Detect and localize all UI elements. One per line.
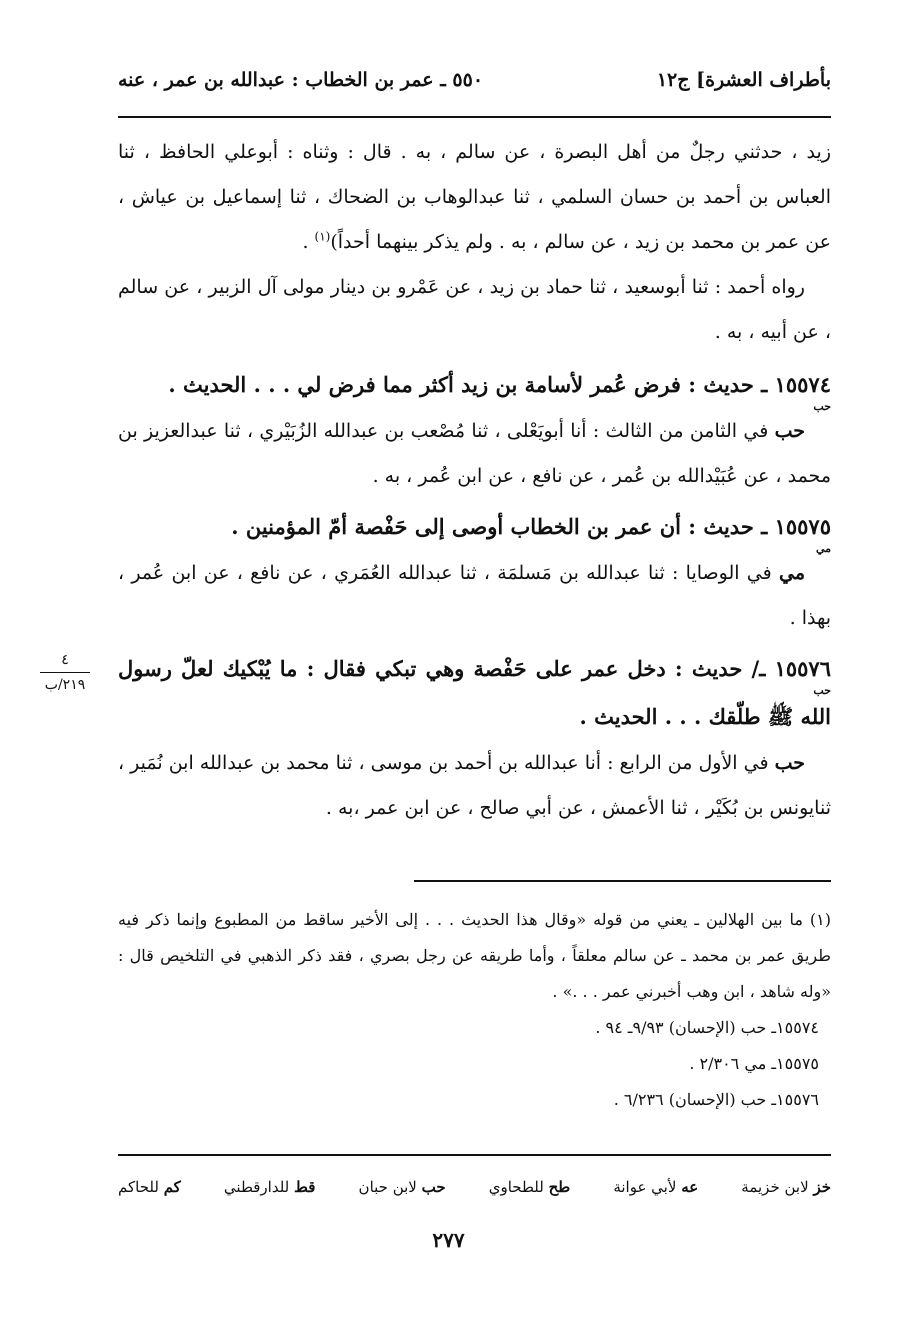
- abbrev-item: خز لابن خزيمة: [741, 1178, 831, 1196]
- ahmad-paragraph: رواه أحمد : ثنا أبوسعيد ، ثنا حماد بن زيد ، عن عَمْرو بن دينار مولى آل الزبير ، عن سالم ، عن أبيه ، به .: [118, 276, 831, 343]
- folio-number: ٤: [61, 652, 69, 668]
- abbrev-item: قط للدارقطني: [223, 1178, 316, 1196]
- hadith-15574: [118, 361, 831, 499]
- footnote-rule: [414, 880, 831, 882]
- hadith-body: حب في الأول من الرابع : أنا عبدالله بن أحمد بن موسى ، ثنا محمد بن عبدالله ابن نُمَير ، ثنايونس بن بُكَيْر ، ثنا الأعمش ، عن أبي صالح ، عن ابن عمر ،به .: [118, 752, 831, 819]
- page-number: ٢٧٧: [432, 1228, 465, 1252]
- hadith-title: ١٥٥٧٥ ـ حديث : أن عمر بن الخطاب أوصى إلى حَفْصة أمّ المؤمنين .: [231, 514, 831, 539]
- abbreviations-rule: [118, 1154, 831, 1156]
- header-rule: [118, 116, 831, 118]
- hadith-15576: [118, 645, 831, 831]
- manuscript-folio-note: [30, 652, 100, 693]
- folio-rule: [40, 672, 90, 673]
- footnotes: [118, 902, 831, 1118]
- header-volume: بأطراف العشرة] ج١٢: [656, 69, 831, 91]
- main-text: [118, 130, 831, 831]
- footnote-1: (١) ما بين الهلالين ـ يعني من قوله «وقال هذا الحديث . . . إلى الأخير ساقط من المطبوع وإنما ذكر فيه طريق عمر بن محمد ـ عن سالم معلقاً ، وأما طريقه عن رجل بصري ، فقد ذكر الذهبي في التلخيص قال : «وله شاهد ، ابن وهب أخبرني عمر . . .» .: [118, 910, 832, 1001]
- hadith-15575: [118, 503, 831, 641]
- folio-page: ٢١٩/ب: [44, 677, 86, 693]
- footnote-ref: (١): [314, 229, 331, 244]
- hadith-title: ١٥٥٧٤ ـ حديث : فرض عُمر لأسامة بن زيد أكثر مما فرض لي . . . الحديث .: [168, 372, 831, 397]
- footnote-ref-15574: ١٥٥٧٤ـ حب (الإحسان) ٩/٩٣ـ ٩٤ .: [595, 1018, 819, 1037]
- abbrev-item: طح للطحاوي: [488, 1178, 571, 1196]
- abbrev-item: كم للحاكم: [118, 1178, 181, 1196]
- footnote-ref-15575: ١٥٥٧٥ـ مي ٢/٣٠٦ .: [689, 1054, 819, 1073]
- abbreviations-key: [118, 1170, 831, 1204]
- header-chapter: ٥٥٠ ـ عمر بن الخطاب : عبدالله بن عمر ، عنه: [118, 69, 484, 91]
- abbrev-item: عه لأبي عوانة: [613, 1178, 699, 1196]
- abbrev-item: حب لابن حبان: [358, 1178, 446, 1196]
- footnote-ref-15576: ١٥٥٧٦ـ حب (الإحسان) ٦/٢٣٦ .: [613, 1090, 819, 1109]
- hadith-body: مي في الوصايا : ثنا عبدالله بن مَسلمَة ، ثنا عبدالله العُمَري ، عن نافع ، عن ابن عُمر ، بهذا .: [118, 562, 831, 629]
- source-mark: حب: [813, 684, 831, 697]
- hadith-title: ١٥٥٧٦ ـ/ حديث : دخل عمر على حَفْصة وهي تبكي فقال : ما يُبْكيك لعلّ رسول الله ﷺ طلّقك . . . الحديث .: [118, 656, 831, 729]
- hadith-body: حب في الثامن من الثالث : أنا أبويَعْلى ، ثنا مُصْعب بن عبدالله الزُبَيْري ، ثنا عبدالعزيز بن محمد ، عن عُبَيْدالله بن عُمر ، عن نافع ، عن ابن عُمر ، به .: [118, 420, 831, 487]
- continuation-paragraph: زيد ، حدثني رجلٌ من أهل البصرة ، عن سالم ، به . قال : وثناه : أبوعلي الحافظ ، ثنا العباس بن أحمد بن حسان السلمي ، ثنا عبدالوهاب بن الضحاك ، ثنا إسماعيل بن عياش ، عن عمر بن محمد بن زيد ، عن سالم ، به . ولم يذكر بينهما أحداً)$^{(١)}$ .: [118, 141, 831, 253]
- source-mark: مي: [815, 542, 831, 555]
- running-header: [118, 60, 831, 100]
- source-mark: حب: [813, 400, 831, 413]
